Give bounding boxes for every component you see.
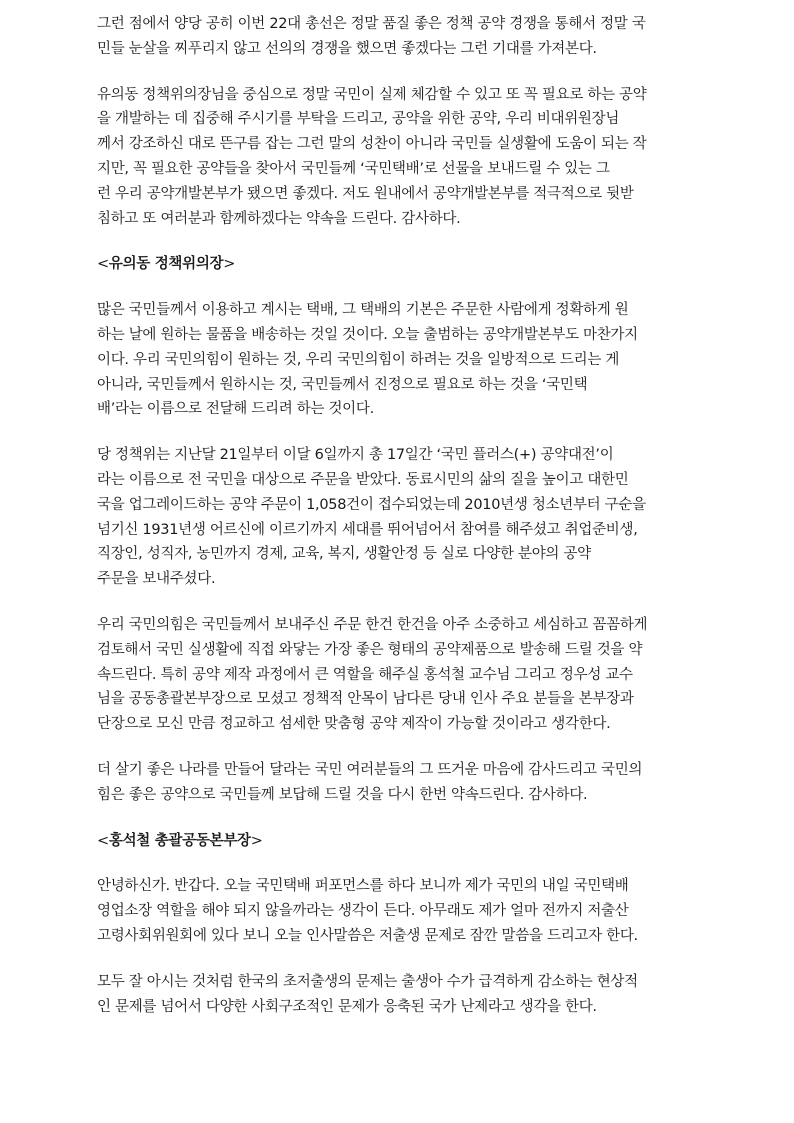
heading-close-bracket: > <box>223 256 236 273</box>
text-line: 께서 강조하신 대로 뜬구름 잡는 그런 말의 성찬이 아니라 국민들 실생활에 도움이 되는 작 <box>97 136 647 153</box>
text-line: 고령사회위원회에 있다 보니 오늘 인사말씀은 저출생 문제로 잠깐 말씀을 드리고자 한다. <box>97 927 638 944</box>
text-line: 지만, 꼭 필요한 공약들을 찾아서 국민들께 ‘국민택배’로 선물을 보내드릴 수 있는 그 <box>97 160 610 177</box>
text-line: 하는 날에 원하는 물품을 배송하는 것일 것이다. 오늘 출범하는 공약개발본부도 마찬가지 <box>97 326 638 343</box>
speaker-heading <box>97 252 697 277</box>
speaker-name: 홍석철 총괄공동본부장 <box>108 832 251 849</box>
document-page <box>97 12 697 1040</box>
paragraph <box>97 874 697 948</box>
text-line: 모두 잘 아시는 것처럼 한국의 초저출생의 문제는 출생아 수가 급격하게 감소하는 현상적 <box>97 973 638 990</box>
paragraph <box>97 83 697 232</box>
text-line: 유의동 정책위의장님을 중심으로 정말 국민이 실제 체감할 수 있고 또 꼭 필요로 하는 공약 <box>97 86 647 103</box>
heading-close-bracket: > <box>250 832 263 849</box>
text-line: 많은 국민들께서 이용하고 계시는 택배, 그 택배의 기본은 주문한 사람에게 정확하게 원 <box>97 302 629 319</box>
heading-open-bracket: < <box>97 256 109 273</box>
text-line: 침하고 또 여러분과 함께하겠다는 약속을 드린다. 감사하다. <box>97 210 461 227</box>
text-line: 라는 이름으로 전 국민을 대상으로 주문을 받았다. 동료시민의 삶의 질을 높이고 대한민 <box>97 471 629 488</box>
text-line: 영업소장 역할을 해야 되지 않을까라는 생각이 든다. 아무래도 제가 얼마 전까지 저출산 <box>97 903 629 920</box>
text-line: 당 정책위는 지난달 21일부터 이달 6일까지 총 17일간 ‘국민 플러스(+) 공약대전’이 <box>97 447 614 464</box>
text-line: 속드린다. 특히 공약 제작 과정에서 큰 역할을 해주실 홍석철 교수님 그리고 정우성 교수 <box>97 666 633 683</box>
paragraph <box>97 298 697 422</box>
text-line: 님을 공동총괄본부장으로 모셨고 정책적 안목이 남다른 당내 인사 주요 분들을 본부장과 <box>97 691 634 708</box>
text-line: 배’라는 이름으로 전달해 드리려 하는 것이다. <box>97 401 374 418</box>
heading-open-bracket: < <box>97 832 109 849</box>
text-line: 직장인, 성직자, 농민까지 경제, 교육, 복지, 생활안정 등 실로 다양한 분야의 공약 <box>97 546 591 563</box>
text-line: 힘은 좋은 공약으로 국민들께 보답해 드릴 것을 다시 한번 약속드린다. 감사하다. <box>97 786 588 803</box>
text-line: 넘기신 1931년생 어르신에 이르기까지 세대를 뛰어넘어서 참여를 해주셨고 취업준비생, <box>97 521 638 538</box>
text-line: 단장으로 모신 만큼 정교하고 섬세한 맞춤형 공약 제작이 가능할 것이라고 생각한다. <box>97 716 611 733</box>
text-line: 인 문제를 넘어서 다양한 사회구조적인 문제가 응축된 국가 난제라고 생각을 한다. <box>97 998 597 1015</box>
text-line: 우리 국민의힘은 국민들께서 보내주신 주문 한건 한건을 아주 소중하고 세심하고 꼼꼼하게 <box>97 616 648 633</box>
paragraph <box>97 758 697 808</box>
text-line: 을 개발하는 데 집중해 주시기를 부탁을 드리고, 공약을 위한 공약, 우리 비대위원장님 <box>97 111 620 128</box>
paragraph <box>97 12 697 62</box>
text-line: 런 우리 공약개발본부가 됐으면 좋겠다. 저도 원내에서 공약개발본부를 적극적으로 뒷받 <box>97 185 634 202</box>
paragraph <box>97 613 697 737</box>
speaker-heading <box>97 829 697 854</box>
text-line: 아니라, 국민들께서 원하시는 것, 국민들께서 진정으로 필요로 하는 것을 ‘국민택 <box>97 376 588 393</box>
paragraph <box>97 970 697 1020</box>
text-line: 국을 업그레이드하는 공약 주문이 1,058건이 접수되었는데 2010년생 청소년부터 구순을 <box>97 496 646 513</box>
text-line: 이다. 우리 국민의힘이 원하는 것, 우리 국민의힘이 하려는 것을 일방적으로 드리는 게 <box>97 351 620 368</box>
text-line: 주문을 보내주셨다. <box>97 571 216 588</box>
text-line: 그런 점에서 양당 공히 이번 22대 총선은 정말 품질 좋은 정책 공약 경쟁을 통해서 정말 국 <box>97 16 646 32</box>
text-line: 안녕하신가. 반갑다. 오늘 국민택배 퍼포먼스를 하다 보니까 제가 국민의 내일 국민택배 <box>97 878 629 895</box>
paragraph <box>97 443 697 592</box>
text-line: 민들 눈살을 찌푸리지 않고 선의의 경쟁을 했으면 좋겠다는 그런 기대를 가져본다. <box>97 40 597 57</box>
speaker-name: 유의동 정책위의장 <box>108 256 224 273</box>
text-line: 더 살기 좋은 나라를 만들어 달라는 국민 여러분들의 그 뜨거운 마음에 감사드리고 국민의 <box>97 761 643 778</box>
text-line: 검토해서 국민 실생활에 직접 와닿는 가장 좋은 형태의 공약제품으로 발송해 드릴 것을 약 <box>97 641 643 658</box>
